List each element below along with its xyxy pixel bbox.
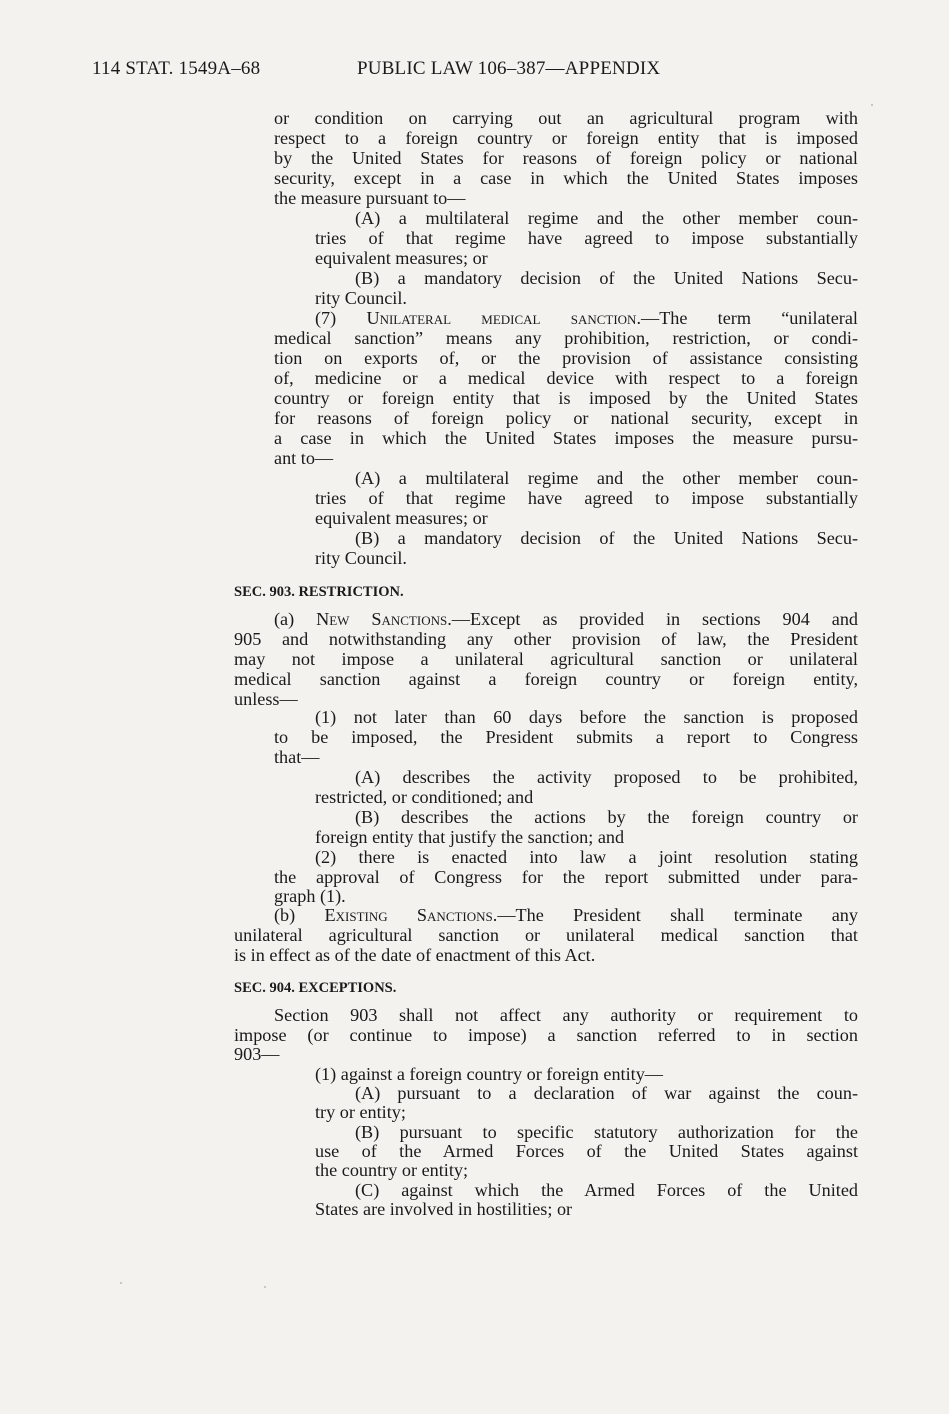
text-line: (A) describes the activity proposed to be prohibited, <box>355 767 858 787</box>
text-line: that— <box>274 747 320 767</box>
text-line: tries of that regime have agreed to impose substantially <box>315 488 858 508</box>
text-line: (A) a multilateral regime and the other member coun- <box>355 208 858 228</box>
text-line: security, except in a case in which the United States imposes <box>274 168 858 188</box>
text-line: restricted, or conditioned; and <box>315 787 534 807</box>
text-line: (B) pursuant to specific statutory authorization for the <box>355 1122 858 1142</box>
text-line: (C) against which the Armed Forces of the United <box>355 1180 858 1200</box>
text-line: 905 and notwithstanding any other provision of law, the President <box>234 629 858 649</box>
text-line: (A) a multilateral regime and the other member coun- <box>355 468 858 488</box>
definition-heading-line <box>315 308 858 328</box>
text-line: rity Council. <box>315 288 407 308</box>
text-line: graph (1). <box>274 886 346 906</box>
section-heading-903: SEC. 903. RESTRICTION. <box>234 584 404 600</box>
text-line: the measure pursuant to— <box>274 188 466 208</box>
statute-citation: 114 STAT. 1549A–68 <box>92 58 261 79</box>
text-line: of, medicine or a medical device with respect to a foreign <box>274 368 858 388</box>
law-title: PUBLIC LAW 106–387—APPENDIX <box>357 58 661 79</box>
text-line: the approval of Congress for the report submitted under para- <box>274 867 858 887</box>
text-line: (B) a mandatory decision of the United Nations Secu- <box>355 528 858 548</box>
text-line: 903— <box>234 1044 280 1064</box>
text-line: (A) pursuant to a declaration of war against the coun- <box>355 1083 858 1103</box>
subsection-heading-line <box>274 905 858 925</box>
paragraph-number: (7) <box>315 308 367 328</box>
text-line: by the United States for reasons of foreign policy or national <box>274 148 858 168</box>
text-line: respect to a foreign country or foreign entity that is imposed <box>274 128 858 148</box>
scan-speck <box>871 104 873 106</box>
text-line: impose (or continue to impose) a sanction referred to in section <box>234 1025 858 1045</box>
text-line: unless— <box>234 689 298 709</box>
text-line: the country or entity; <box>315 1160 469 1180</box>
text-fragment: .—The President shall terminate any <box>492 905 858 925</box>
text-line: is in effect as of the date of enactment of this Act. <box>234 945 596 965</box>
text-line: medical sanction against a foreign country or foreign entity, <box>234 669 858 689</box>
text-line: may not impose a unilateral agricultural sanction or unilateral <box>234 649 858 669</box>
text-line: use of the Armed Forces of the United States against <box>315 1141 858 1161</box>
text-line: (1) not later than 60 days before the sanction is proposed <box>315 707 858 727</box>
text-fragment: .—The term “unilateral <box>636 308 858 328</box>
text-line: Section 903 shall not affect any authority or requirement to <box>274 1005 858 1025</box>
subsection-title: New Sanctions <box>316 609 448 629</box>
text-line: unilateral agricultural sanction or unilateral medical sanction that <box>234 925 858 945</box>
section-heading-904: SEC. 904. EXCEPTIONS. <box>234 980 397 996</box>
text-line: rity Council. <box>315 548 407 568</box>
page-header <box>92 58 792 80</box>
subsection-label: (b) <box>274 905 325 925</box>
text-line: (1) against a foreign country or foreign entity— <box>315 1064 663 1084</box>
scan-speck <box>120 1282 122 1284</box>
subsection-title: Existing Sanctions <box>324 905 493 925</box>
defined-term-heading: Unilateral medical sanction <box>366 308 637 328</box>
text-line: foreign entity that justify the sanction; and <box>315 827 625 847</box>
text-line: or condition on carrying out an agricultural program with <box>274 108 858 128</box>
text-line: a case in which the United States imposes the measure pursu- <box>274 428 858 448</box>
text-line: ant to— <box>274 448 334 468</box>
text-line: medical sanction” means any prohibition, restriction, or condi- <box>274 328 858 348</box>
text-line: equivalent measures; or <box>315 248 488 268</box>
text-line: for reasons of foreign policy or national security, except in <box>274 408 858 428</box>
text-line: States are involved in hostilities; or <box>315 1199 573 1219</box>
text-line: try or entity; <box>315 1102 406 1122</box>
text-line: country or foreign entity that is imposed by the United States <box>274 388 858 408</box>
subsection-label: (a) <box>274 609 317 629</box>
subsection-heading-line <box>274 609 858 629</box>
text-line: tion on exports of, or the provision of assistance consisting <box>274 348 858 368</box>
text-line: (B) describes the actions by the foreign country or <box>355 807 858 827</box>
text-line: equivalent measures; or <box>315 508 488 528</box>
text-line: to be imposed, the President submits a report to Congress <box>274 727 858 747</box>
text-line: tries of that regime have agreed to impose substantially <box>315 228 858 248</box>
text-line: (2) there is enacted into law a joint resolution stating <box>315 847 858 867</box>
text-line: (B) a mandatory decision of the United Nations Secu- <box>355 268 858 288</box>
text-fragment: .—Except as provided in sections 904 and <box>447 609 859 629</box>
scan-speck <box>264 1286 266 1288</box>
